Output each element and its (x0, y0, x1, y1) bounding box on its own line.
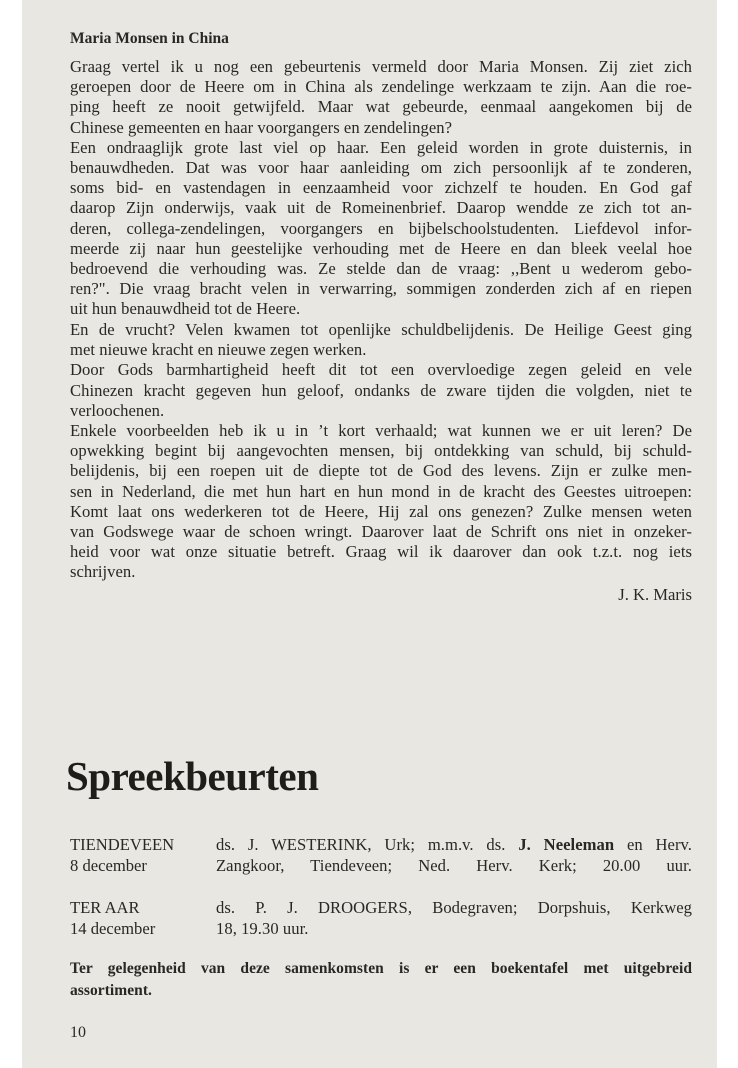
article-signature: J. K. Maris (618, 585, 692, 604)
body-line: ping heeft ze nooit getwijfeld. Maar wat gebeurde, eenmaal aangekomen bij de (70, 97, 692, 117)
body-line: meerde zij naar hun geestelijke verhouding met de Heere en dan bleek veelal hoe (70, 238, 692, 258)
body-line: uit hun benauwdheid tot de Heere. (70, 299, 301, 319)
entry-desc-line1: ds. P. J. DROOGERS, Bodegraven; Dorpshuis, Kerkweg (216, 898, 692, 917)
body-line: deren, collega-zendelingen, voorgangers en bijbelschoolstudenten. Liefdevol infor- (70, 218, 692, 238)
text: ds. J. WESTERINK, Urk; m.m.v. ds. (216, 835, 519, 854)
entry-tiendeveen (70, 835, 692, 877)
section-heading: Spreekbeurten (66, 753, 319, 799)
speaker-name: J. Neeleman (518, 835, 615, 854)
entry-place: TER AAR (70, 898, 140, 917)
body-line: schrijven. (70, 562, 136, 582)
body-line: soms bid- en vastendagen in eenzaamheid voor zichzelf te houden. En God gaf (70, 178, 692, 198)
text: en Herv. (614, 835, 693, 854)
article-body-part2 (70, 320, 692, 582)
booktable-note (70, 958, 692, 1002)
body-line: Chinese gemeenten en haar voorgangers en zendelingen? (70, 117, 452, 137)
entry-date: 14 december (70, 918, 156, 938)
entry-desc-line2: 18, 19.30 uur. (216, 918, 309, 938)
entry-desc-line2: Zangkoor, Tiendeveen; Ned. Herv. Kerk; 20.00 uur. (216, 855, 692, 875)
body-line: En de vrucht? Velen kwamen tot openlijke schuldbelijdenis. De Heilige Geest ging (70, 320, 692, 339)
body-line: heid voor wat onze situatie betreft. Graag wil ik daarover dan ook t.z.t. nog iets (70, 542, 692, 562)
body-line: Door Gods barmhartigheid heeft dit tot een overvloedige zegen geleid en vele (70, 360, 692, 380)
note-line: assortiment. (70, 982, 152, 999)
body-line: Een ondraaglijk grote last viel op haar. Een geleid worden in grote duisternis, in (70, 137, 692, 157)
body-line: met nieuwe kracht en nieuwe zegen werken. (70, 340, 367, 360)
body-line: belijdenis, bij een roepen uit de diepte tot de God des levens. Zijn er zulke men- (70, 461, 692, 481)
entry-desc-line1 (216, 835, 692, 856)
body-line: geroepen door de Heere om in China als zendelinge werkzaam te zijn. Aan die roe- (70, 77, 692, 97)
body-line: van Godswege waar de schoen wringt. Daarover laat de Schrift ons niet in onzeker- (70, 521, 692, 541)
note-line: Ter gelegenheid van deze samenkomsten is er een boekentafel met uitgebreid (70, 960, 692, 977)
body-line: Enkele voorbeelden heb ik u in ’t kort verhaald; wat kunnen we er uit leren? De (70, 420, 692, 440)
body-line: ren?". Die vraag bracht velen in verwarring, sommigen zonderden zich af en riepen (70, 279, 692, 299)
article-title: Maria Monsen in China (70, 30, 229, 47)
body-line: bedroevend die verhouding was. Ze stelde dan de vraag: ,,Bent u wederom gebo- (70, 258, 692, 278)
entry-date: 8 december (70, 855, 147, 875)
page-number: 10 (70, 1024, 86, 1041)
entry-place: TIENDEVEEN (70, 835, 175, 854)
body-line: opwekking begint bij aangevochten mensen, bij ontdekking van schuld, bij schuld- (70, 441, 692, 461)
body-line: daarop Zijn onderwijs, vaak uit de Romeinenbrief. Daarop wendde ze zich tot an- (70, 198, 692, 218)
body-line: benauwdheden. Dat was voor haar aanleiding om zich persoonlijk af te zonderen, (70, 157, 692, 177)
body-line: Komt laat ons wederkeren tot de Heere, Hij zal ons genezen? Zulke mensen weten (70, 501, 692, 521)
entry-ter-aar (70, 898, 692, 940)
article-body-part1 (70, 57, 692, 319)
body-line: verloochenen. (70, 400, 165, 420)
body-line: Graag vertel ik u nog een gebeurtenis vermeld door Maria Monsen. Zij ziet zich (70, 57, 692, 76)
body-line: sen in Nederland, die met hun hart en hun mond in de kracht des Geestes uitroepen: (70, 481, 692, 501)
body-line: Chinezen kracht gegeven hun geloof, ondanks de zware tijden die volgden, niet te (70, 380, 692, 400)
